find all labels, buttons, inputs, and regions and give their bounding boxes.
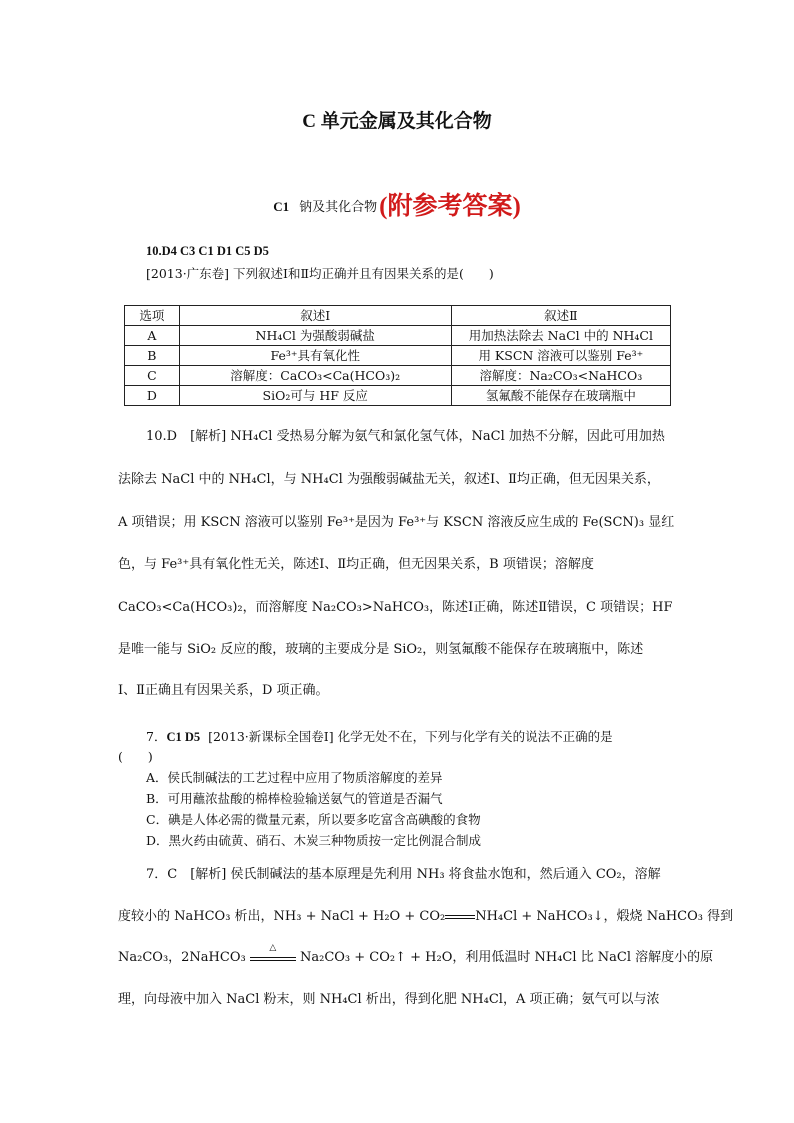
q10-analysis-line: CaCO₃<Ca(HCO₃)₂，而溶解度 Na₂CO₃>NaHCO₃，陈述Ⅰ正确，陈述Ⅱ错误，C 项错误；HF	[118, 600, 673, 615]
q10-analysis-line: 是唯一能与 SiO₂ 反应的酸，玻璃的主要成分是 SiO₂，则氢氟酸不能保存在玻璃瓶中，陈述	[118, 642, 644, 657]
table-row	[125, 346, 671, 366]
table-row	[125, 386, 671, 406]
q7-option: C．碘是人体必需的微量元素，所以要多吃富含高碘酸的食物	[146, 812, 481, 827]
q10-table	[124, 305, 671, 406]
table-cell: D	[125, 386, 180, 406]
q7-analysis-text: 度较小的 NaHCO₃ 析出，NH₃ + NaCl + H₂O + CO₂	[118, 909, 446, 924]
q7-paren: ( )	[118, 749, 153, 764]
q7-option: B．可用蘸浓盐酸的棉棒检验输送氨气的管道是否漏气	[146, 791, 443, 806]
section-heading	[0, 186, 794, 222]
q7-analysis-text: Na₂CO₃ + CO₂↑ + H₂O，利用低温时 NH₄Cl 比 NaCl 溶解度小的原	[299, 950, 714, 965]
table-cell: C	[125, 366, 180, 386]
q7-option: D．黑火药由硫黄、硝石、木炭三种物质按一定比例混合制成	[146, 833, 482, 848]
q7-stem-line	[146, 727, 613, 745]
q10-analysis-line: 法除去 NaCl 中的 NH₄Cl，与 NH₄Cl 为强酸弱碱盐无关，叙述Ⅰ、Ⅱ均正确，但无因果关系，	[118, 472, 660, 487]
answer-note: (附参考答案)	[379, 193, 521, 220]
q7-analysis-text: Na₂CO₃，2NaHCO₃	[118, 950, 246, 965]
heat-arrow-icon	[250, 942, 296, 965]
q7-source: [2013·新课标全国卷Ⅰ]	[208, 729, 334, 744]
table-header-row	[125, 306, 671, 326]
table-cell: B	[125, 346, 180, 366]
table-row	[125, 326, 671, 346]
q10-analysis-line: A 项错误；用 KSCN 溶液可以鉴别 Fe³⁺是因为 Fe³⁺与 KSCN 溶液反应生成的 Fe(SCN)₃ 显红	[118, 515, 675, 530]
q10-tags: 10.D4 C3 C1 D1 C5 D5	[146, 244, 269, 258]
table-cell: A	[125, 326, 180, 346]
table-cell: Fe³⁺具有氧化性	[179, 346, 451, 366]
table-header-cell: 叙述Ⅱ	[451, 306, 670, 326]
table-cell: 溶解度：CaCO₃<Ca(HCO₃)₂	[179, 366, 451, 386]
table-header-cell: 叙述Ⅰ	[179, 306, 451, 326]
table-cell: 溶解度：Na₂CO₃<NaHCO₃	[451, 366, 670, 386]
q10-analysis-line: 10.D [解析] NH₄Cl 受热易分解为氨气和氯化氢气体，NaCl 加热不分解，因此可用加热	[146, 429, 665, 444]
q10-analysis-line: 色，与 Fe³⁺具有氧化性无关，陈述Ⅰ、Ⅱ均正确，但无因果关系，B 项错误；溶解度	[118, 557, 594, 572]
table-cell: 用 KSCN 溶液可以鉴别 Fe³⁺	[451, 346, 670, 366]
page-title: C 单元金属及其化合物	[302, 111, 492, 132]
q7-stem: 化学无处不在，下列与化学有关的说法不正确的是	[337, 729, 613, 744]
table-row	[125, 366, 671, 386]
q10-stem: 下列叙述Ⅰ和Ⅱ均正确并且有因果关系的是( )	[233, 266, 494, 281]
q7-number: 7．	[146, 729, 167, 744]
q7-option: A．侯氏制碱法的工艺过程中应用了物质溶解度的差异	[146, 770, 443, 785]
table-header-cell: 选项	[125, 306, 180, 326]
q7-analysis-line: 7．C [解析] 侯氏制碱法的基本原理是先利用 NH₃ 将食盐水饱和，然后通入 CO₂，溶解	[146, 867, 661, 882]
table-cell: 氢氟酸不能保存在玻璃瓶中	[451, 386, 670, 406]
q10-analysis-line: Ⅰ、Ⅱ正确且有因果关系，D 项正确。	[118, 683, 329, 698]
q7-analysis-text: NH₄Cl + NaHCO₃↓，煅烧 NaHCO₃ 得到	[475, 909, 734, 924]
q10-stem-line	[146, 264, 494, 282]
section-name: 钠及其化合物	[299, 200, 378, 215]
q7-analysis-line	[118, 905, 734, 924]
q7-tags: C1 D5	[166, 730, 201, 744]
table-cell: 用加热法除去 NaCl 中的 NH₄Cl	[451, 326, 670, 346]
equals-sign-icon	[445, 912, 475, 922]
delta-symbol: △	[269, 942, 277, 953]
table-cell: SiO₂可与 HF 反应	[179, 386, 451, 406]
q10-source: [2013·广东卷]	[146, 266, 230, 281]
q7-analysis-line	[118, 942, 714, 965]
q7-analysis-line: 理，向母液中加入 NaCl 粉末，则 NH₄Cl 析出，得到化肥 NH₄Cl，A 项正确；氨气可以与浓	[118, 992, 660, 1007]
table-cell: NH₄Cl 为强酸弱碱盐	[179, 326, 451, 346]
section-code: C1	[273, 199, 290, 214]
